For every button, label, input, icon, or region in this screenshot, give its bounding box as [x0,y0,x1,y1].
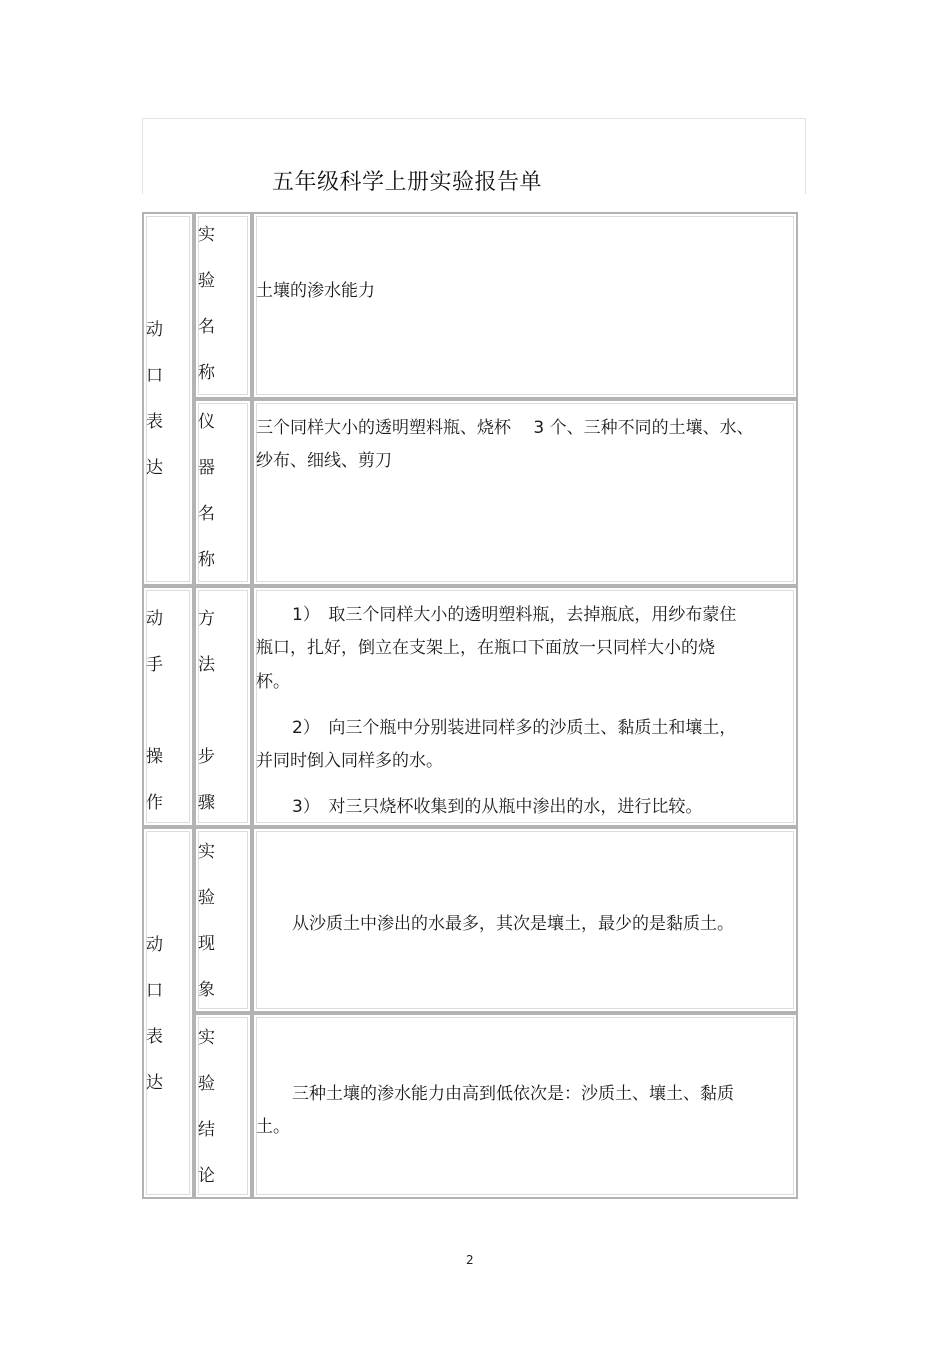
step-2-line-2: 并同时倒入同样多的水。 [256,751,443,771]
equipment-line-1: 三个同样大小的透明塑料瓶、烧杯 3 个、三种不同的土壤、水、 [256,418,754,438]
label-cell-method [194,586,252,827]
experiment-name: 土壤的渗水能力 [256,281,375,301]
section-label-oral-1: 动口表达 [146,320,163,478]
step-3: 3） 对三只烧杯收集到的从瓶中渗出的水，进行比较。 [292,797,703,817]
phenomenon-text: 从沙质土中渗出的水最多，其次是壤土，最少的是黏质土。 [292,914,734,934]
section-cell-oral-2 [142,827,194,1199]
label-method-char-3: 步 [198,747,215,767]
label-equipment-name: 仪器名称 [198,412,215,570]
content-cell-conclusion [252,1013,798,1199]
section-label-oral-2: 动口表达 [146,935,163,1093]
content-cell-phenomenon [252,827,798,1013]
label-phenomenon: 实验现象 [198,842,215,1000]
page-number: 2 [466,1253,474,1267]
step-1-line-3: 杯。 [256,672,290,692]
label-cell-phenomenon [194,827,252,1013]
conclusion-line-1: 三种土壤的渗水能力由高到低依次是：沙质土、壤土、黏质 [292,1084,734,1104]
label-method-char-2: 法 [198,655,215,675]
step-2-line-1: 2） 向三个瓶中分别装进同样多的沙质土、黏质土和壤土， [292,718,737,738]
label-experiment-name: 实验名称 [198,225,215,383]
step-1-line-1: 1） 取三个同样大小的透明塑料瓶，去掉瓶底，用纱布蒙住 [292,605,737,625]
label-cell-conclusion [194,1013,252,1199]
label-cell-name [194,212,252,399]
section-char-3: 操 [146,747,163,767]
step-1-line-2: 瓶口，扎好，倒立在支架上，在瓶口下面放一只同样大小的烧 [256,638,715,658]
label-method-char-1: 方 [198,609,215,629]
equipment-line-2: 纱布、细线、剪刀 [256,451,392,471]
section-cell-oral-1 [142,212,194,586]
section-cell-hands-on [142,586,194,827]
label-method-char-4: 骤 [198,793,215,813]
section-char-4: 作 [146,793,163,813]
section-char-1: 动 [146,609,163,629]
label-conclusion: 实验结论 [198,1028,215,1186]
content-cell-name [252,212,798,399]
label-cell-equipment [194,399,252,586]
content-cell-method [252,586,798,827]
conclusion-line-2: 土。 [256,1117,290,1137]
section-char-2: 手 [146,655,163,675]
page-title: 五年级科学上册实验报告单 [272,170,543,195]
content-cell-equipment [252,399,798,586]
